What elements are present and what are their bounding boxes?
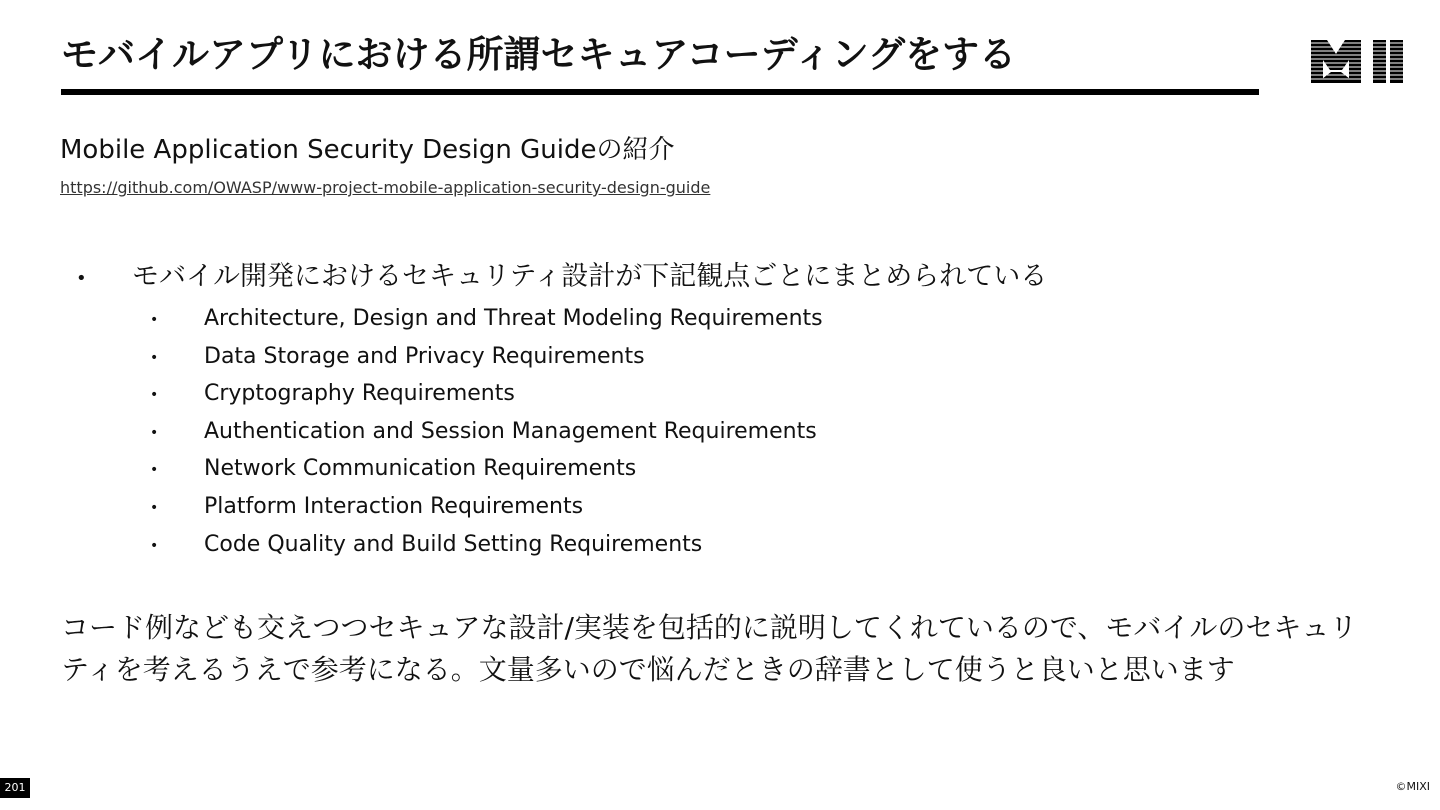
- list-item: [150, 301, 950, 339]
- main-bullet-text: モバイル開発におけるセキュリティ設計が下記観点ごとにまとめられている: [132, 261, 1048, 292]
- guide-link[interactable]: https://github.com/OWASP/www-project-mobile-application-security-design-guide: [60, 178, 711, 197]
- bullet-dot: •: [150, 387, 159, 404]
- list-item: [150, 339, 950, 377]
- list-item-text: Data Storage and Privacy Requirements: [204, 343, 645, 369]
- list-item-text: Authentication and Session Management Requirements: [204, 418, 817, 444]
- summary-paragraph: コード例なども交えつつセキュアな設計/実装を包括的に説明してくれているので、モバイルのセキュリティを考えるうえで参考になる。文量多いので悩んだときの辞書として使うと良いと思います: [61, 611, 1358, 686]
- copyright-notice: ©MIXI: [1395, 780, 1430, 793]
- list-item: [150, 489, 950, 527]
- title-underline-rule: [61, 89, 1259, 95]
- page-number-badge: 201: [0, 778, 30, 798]
- bullet-dot: •: [150, 349, 159, 366]
- list-item-text: Code Quality and Build Setting Requirements: [204, 531, 703, 557]
- list-item-text: Cryptography Requirements: [204, 381, 515, 407]
- requirements-list: [150, 301, 950, 564]
- bullet-dot: •: [150, 312, 159, 328]
- page-title: モバイルアプリにおける所謂セキュアコーディングをする: [61, 33, 1016, 76]
- list-item: [150, 376, 950, 414]
- bullet-dot: •: [150, 537, 159, 554]
- bullet-dot: •: [76, 268, 87, 289]
- list-item: [150, 527, 950, 565]
- list-item-text: Architecture, Design and Threat Modeling Requirements: [204, 306, 823, 331]
- main-bullet: [76, 259, 1326, 299]
- list-item: [150, 451, 950, 489]
- mixi-logo: [1311, 40, 1403, 83]
- list-item-text: Platform Interaction Requirements: [204, 493, 584, 519]
- section-subtitle: Mobile Application Security Design Guideの紹介: [60, 135, 675, 165]
- bullet-dot: •: [150, 424, 159, 441]
- bullet-dot: •: [150, 462, 159, 479]
- list-item: [150, 414, 950, 452]
- list-item-text: Network Communication Requirements: [204, 456, 637, 482]
- bullet-dot: •: [150, 499, 159, 516]
